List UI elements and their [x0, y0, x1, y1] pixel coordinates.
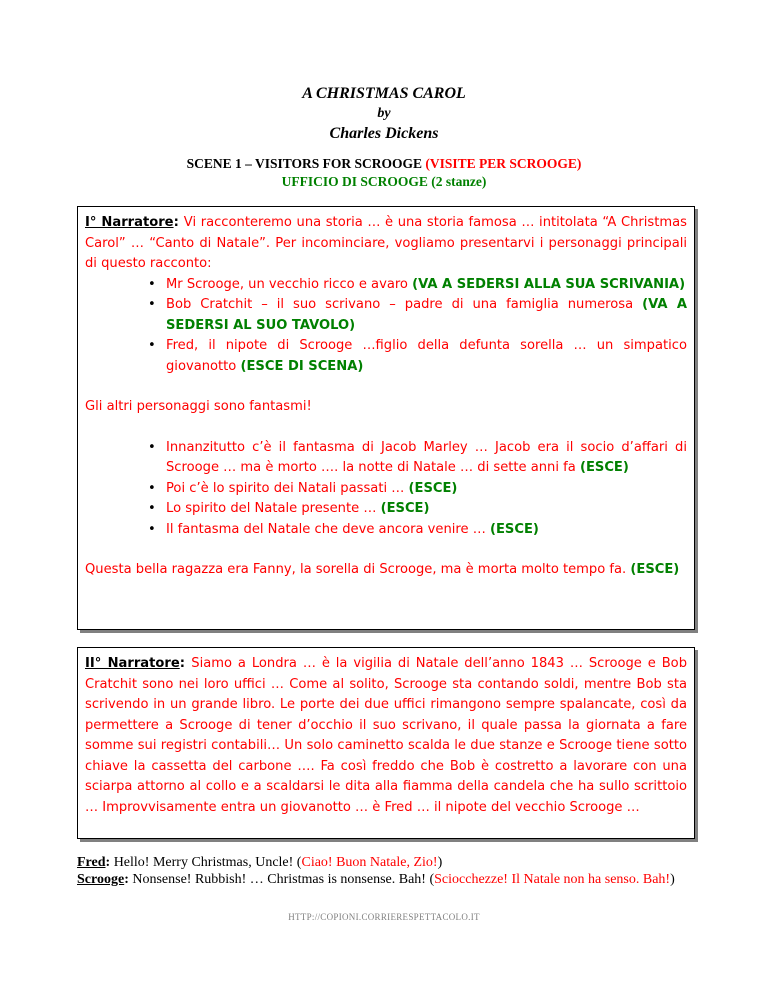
- line-english: Hello! Merry Christmas, Uncle! (: [113, 855, 302, 870]
- narrator-1-box: [77, 206, 695, 630]
- ghosts-intro: Gli altri personaggi sono fantasmi!: [85, 399, 312, 414]
- narrator-2-box: [77, 647, 695, 839]
- stage-direction: (ESCE DI SCENA): [240, 358, 364, 374]
- dialogue-line: Fred: Hello! Merry Christmas, Uncle! (Ciao! Buon Natale, Zio!): [77, 855, 443, 870]
- line-english: Nonsense! Rubbish! … Christmas is nonsense. Bah! (: [132, 872, 435, 887]
- list-item: [166, 499, 687, 520]
- list-item: [166, 479, 687, 500]
- ghost-text: Lo spirito del Natale presente …: [166, 501, 377, 516]
- line-italian: Sciocchezze! Il Natale non ha senso. Bah!: [434, 872, 671, 887]
- narrator-1-intro-text: Vi racconteremo una storia … è una storia famosa … intitolata “A Christmas Carol” … “Canto di Natale”. Per incominciare, vogliamo presentarvi i personaggi principali di questo racconto:: [85, 215, 687, 271]
- line-close: ): [437, 855, 443, 870]
- dialogue: [77, 854, 695, 888]
- line-close: ): [670, 872, 675, 887]
- scene-heading: [0, 155, 768, 191]
- character-text: Bob Cratchit – il suo scrivano – padre di una famiglia numerosa: [166, 297, 634, 312]
- narrator-2-label: II° Narratore: [85, 656, 180, 671]
- fanny-text: Questa bella ragazza era Fanny, la sorella di Scrooge, ma è morta molto tempo fa.: [85, 562, 627, 577]
- narrator-2-text: Siamo a Londra … è la vigilia di Natale dell’anno 1843 … Scrooge e Bob Cratchit sono nei loro uffici … Come al solito, Scrooge sta contando soldi, mentre Bob sta scrivendo in un grande libro. Le porte dei due uffici rimangono sempre spalancate, così da permettere a Scrooge di tener d’occhio il suo scrivano, il quale passa la giornata a fare somme sui registri contabili… Un solo caminetto scalda le due stanze e Scrooge tiene sotto chiave la cassetta del carbone …. Fa così freddo che Bob è costretto a lavorare con una sciarpa attorno al collo e a scaldarsi le dita alla fiamma della candela che ha sullo scrittoio … Improvvisamente entra un giovanotto … è Fred … il nipote del vecchio Scrooge …: [85, 656, 688, 815]
- list-item: [166, 295, 687, 336]
- speaker-name: Scrooge: [77, 872, 125, 887]
- ghost-text: Il fantasma del Natale che deve ancora venire …: [166, 521, 486, 537]
- ghost-list: [85, 438, 687, 541]
- list-item: [166, 520, 687, 541]
- footer-url: HTTP://COPIONI.CORRIERESPETTACOLO.IT: [288, 912, 480, 922]
- line-italian: Ciao! Buon Natale, Zio!: [301, 855, 438, 870]
- stage-direction: (ESCE): [630, 562, 680, 577]
- character-list: [85, 275, 687, 378]
- stage-direction: (ESCE): [380, 501, 430, 516]
- stage-direction: (VA A SEDERSI ALLA SUA SCRIVANIA): [412, 276, 686, 292]
- fanny-paragraph: [85, 560, 687, 581]
- stage-direction: (ESCE): [408, 480, 458, 496]
- dialogue-line: Scrooge: Nonsense! Rubbish! … Christmas is nonsense. Bah! (Sciocchezze! Il Natale non ha senso. Bah!): [77, 872, 675, 887]
- scene-setting: UFFICIO DI SCROOGE (2 stanze): [281, 174, 487, 189]
- ghost-text: Poi c’è lo spirito dei Natali passati …: [166, 480, 405, 496]
- character-text: Mr Scrooge, un vecchio ricco e avaro: [166, 276, 408, 292]
- list-item: [166, 438, 687, 479]
- ghost-text: Innanzitutto c’è il fantasma di Jacob Marley … Jacob era il socio d’affari di Scrooge … ma è morto …. la notte di Natale … di sette anni fa: [166, 439, 687, 475]
- title-by: by: [377, 106, 391, 121]
- title-line: A CHRISTMAS CAROL: [302, 85, 466, 102]
- title-author: Charles Dickens: [329, 125, 439, 142]
- list-item: [166, 336, 687, 377]
- stage-direction: (VA A SEDERSI AL SUO TAVOLO): [166, 297, 687, 333]
- narrator-2-paragraph: II° Narratore: Siamo a Londra … è la vigilia di Natale dell’anno 1843 … Scrooge e Bob Cratchit sono nei loro uffici … Come al solito, Scrooge sta contando soldi, mentre Bob sta scrivendo in un grande libro. Le porte dei due uffici rimangono sempre spalancate, così da permettere a Scrooge di tener d’occhio il suo scrivano, il quale passa la giornata a fare somme sui registri contabili… Un solo caminetto scalda le due stanze e Scrooge tiene sotto chiave la cassetta del carbone …. Fa così freddo che Bob è costretto a lavorare con una sciarpa attorno al collo e a scaldarsi le dita alla fiamma della candela che ha sullo scrittoio … Improvvisamente entra un giovanotto … è Fred … il nipote del vecchio Scrooge …: [85, 656, 688, 815]
- narrator-1-label: I° Narratore: [85, 215, 174, 230]
- scene-title: SCENE 1 – VISITORS FOR SCROOGE: [186, 156, 423, 171]
- list-item: [166, 275, 687, 296]
- stage-direction: (ESCE): [579, 460, 629, 475]
- document-title: [0, 84, 768, 144]
- speaker-name: Fred: [77, 855, 106, 870]
- character-text: Fred, il nipote di Scrooge …figlio della defunta sorella … un simpatico giovanotto: [166, 338, 687, 374]
- narrator-1-intro: I° Narratore: Vi racconteremo una storia … è una storia famosa … intitolata “A Christmas Carol” … “Canto di Natale”. Per incominciare, vogliamo presentarvi i personaggi principali di questo racconto:: [85, 215, 687, 271]
- scene-title-translation: (VISITE PER SCROOGE): [425, 156, 582, 171]
- stage-direction: (ESCE): [489, 521, 539, 537]
